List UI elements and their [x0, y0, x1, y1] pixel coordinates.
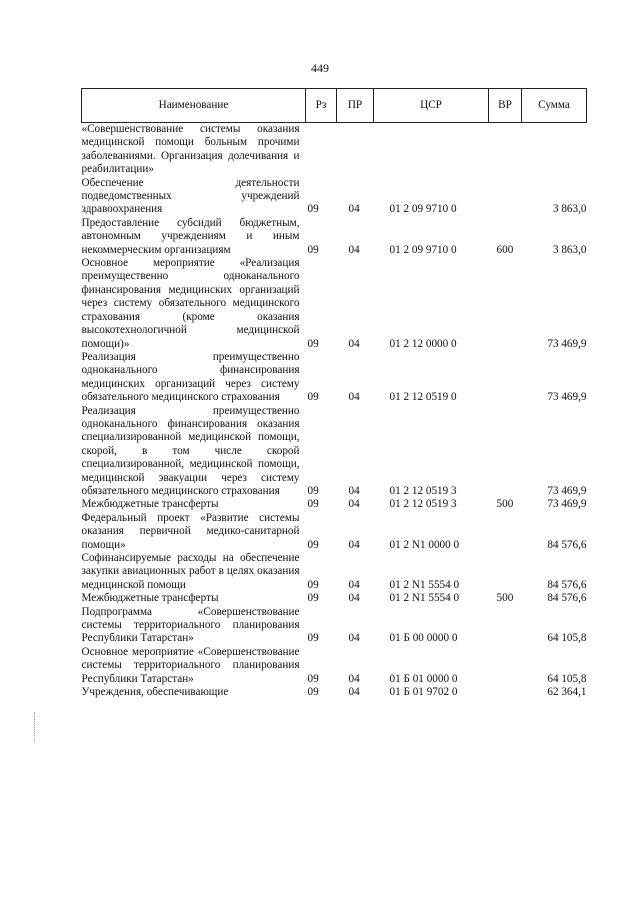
table-row [82, 177, 587, 217]
row-csr: 01 2 09 9710 0 [389, 243, 457, 256]
row-rz: 09 [307, 538, 319, 551]
row-pr: 04 [348, 484, 360, 497]
row-rz [306, 123, 337, 177]
row-sum: 3 863,0 [552, 203, 587, 216]
row-pr: 04 [348, 592, 360, 605]
row-sum: 73 469,9 [547, 484, 587, 497]
row-sum: 3 863,0 [552, 243, 587, 256]
row-name: Реализация преимущественно одноканального финансирования оказания специализированной медицинской помощи, скорой, в том числе скорой специализированной, медицинской помощи, медицинской эвакуации через систему обязательного медицинского страхования [81, 404, 300, 497]
row-vr [489, 552, 522, 592]
row-csr: 01 2 12 0000 0 [389, 337, 457, 350]
row-pr: 04 [348, 391, 360, 404]
row-rz: 09 [307, 632, 319, 645]
row-csr: 01 Б 01 0000 0 [389, 672, 458, 685]
row-pr: 04 [348, 498, 360, 511]
table-row [82, 552, 587, 592]
row-pr: 04 [348, 672, 360, 685]
row-csr: 01 Б 01 9702 0 [389, 686, 458, 699]
row-vr [489, 405, 522, 499]
row-rz: 09 [307, 337, 319, 350]
row-sum: 64 105,8 [547, 672, 587, 685]
row-csr: 01 2 N1 5554 0 [389, 578, 460, 591]
row-name: Учреждения, обеспечивающие [81, 686, 229, 699]
row-sum: 84 576,6 [547, 578, 587, 591]
header-name: Наименование [82, 89, 306, 123]
row-rz: 09 [307, 484, 319, 497]
row-pr: 04 [348, 632, 360, 645]
table-row [82, 217, 587, 257]
header-sum: Сумма [522, 89, 587, 123]
row-sum: 73 469,9 [547, 498, 587, 511]
row-rz: 09 [307, 592, 319, 605]
row-rz: 09 [307, 203, 319, 216]
row-pr: 04 [348, 203, 360, 216]
row-name: Федеральный проект «Развитие системы оказания первичной медико-санитарной помощи» [81, 511, 300, 551]
row-name: Межбюджетные трансферты [81, 592, 219, 605]
row-vr [489, 512, 522, 552]
row-name: «Совершенствование системы оказания медицинской помощи больным прочими заболеваниями. Организация долечивания и реабилитации» [81, 123, 300, 176]
row-name: Межбюджетные трансферты [81, 498, 219, 511]
table-row [82, 405, 587, 499]
header-vr: ВР [489, 89, 522, 123]
row-rz: 09 [307, 243, 319, 256]
row-pr: 04 [348, 578, 360, 591]
page-number: 449 [311, 61, 329, 75]
table-row [82, 257, 587, 351]
row-csr: 01 2 09 9710 0 [389, 203, 457, 216]
row-vr [489, 257, 522, 351]
row-csr: 01 2 12 0519 3 [389, 498, 457, 511]
table-row [82, 686, 587, 699]
header-csr: ЦСР [374, 89, 489, 123]
table-row [82, 498, 587, 511]
header-rz: Рз [306, 89, 337, 123]
row-csr: 01 2 N1 0000 0 [389, 538, 460, 551]
row-csr: 01 2 N1 5554 0 [389, 592, 460, 605]
row-name: Обеспечение деятельности подведомственных учреждений здравоохранения [81, 176, 300, 216]
row-name: Реализация преимущественно одноканального финансирования медицинских организаций через систему обязательного медицинского страхования [81, 350, 300, 404]
table-row [82, 592, 587, 605]
row-pr: 04 [348, 686, 360, 699]
row-vr [489, 606, 522, 646]
row-rz: 09 [307, 672, 319, 685]
row-vr [489, 646, 522, 686]
table-row [82, 606, 587, 646]
row-rz: 09 [307, 498, 319, 511]
row-csr: 01 2 12 0519 3 [389, 484, 457, 497]
row-vr: 500 [496, 592, 514, 605]
table-row [82, 512, 587, 552]
row-pr [337, 123, 374, 177]
row-vr [489, 686, 522, 699]
row-name: Основное мероприятие «Совершенствование системы территориального планирования Республики Татарстан» [81, 645, 300, 685]
row-name: Софинансируемые расходы на обеспечение закупки авиационных работ в целях оказания медицинской помощи [81, 552, 300, 591]
row-pr: 04 [348, 243, 360, 256]
row-name: Основное мероприятие «Реализация преимущественно одноканального финансирования медицинских организаций через систему обязательного медицинского страхования (кроме оказания высокотехнологичной медицинской помощи)» [81, 257, 300, 350]
table-row [82, 351, 587, 405]
row-vr [489, 123, 522, 177]
row-pr: 04 [348, 538, 360, 551]
row-sum: 64 105,8 [547, 632, 587, 645]
table-header-row [82, 89, 587, 123]
row-sum: 73 469,9 [547, 337, 587, 350]
row-sum: 84 576,6 [547, 592, 587, 605]
margin-mark [34, 712, 36, 742]
table-row [82, 646, 587, 686]
row-sum [522, 123, 587, 177]
row-rz: 09 [307, 578, 319, 591]
row-csr [374, 123, 489, 177]
header-pr: ПР [337, 89, 374, 123]
row-sum: 73 469,9 [547, 391, 587, 404]
row-rz: 09 [307, 391, 319, 404]
row-pr: 04 [348, 337, 360, 350]
table-row [82, 123, 587, 177]
row-sum: 84 576,6 [547, 538, 587, 551]
row-vr: 600 [496, 243, 514, 256]
row-vr [489, 351, 522, 405]
row-name: Подпрограмма «Совершенствование системы территориального планирования Республики Татарстан» [81, 605, 300, 645]
budget-table [81, 88, 587, 699]
row-vr: 500 [496, 498, 514, 511]
row-sum: 62 364,1 [547, 686, 587, 699]
row-csr: 01 Б 00 0000 0 [389, 632, 458, 645]
row-csr: 01 2 12 0519 0 [389, 391, 457, 404]
row-rz: 09 [307, 686, 319, 699]
row-name: Предоставление субсидий бюджетным, автономным учреждениям и иным некоммерческим организациям [81, 216, 300, 256]
row-vr [489, 177, 522, 217]
